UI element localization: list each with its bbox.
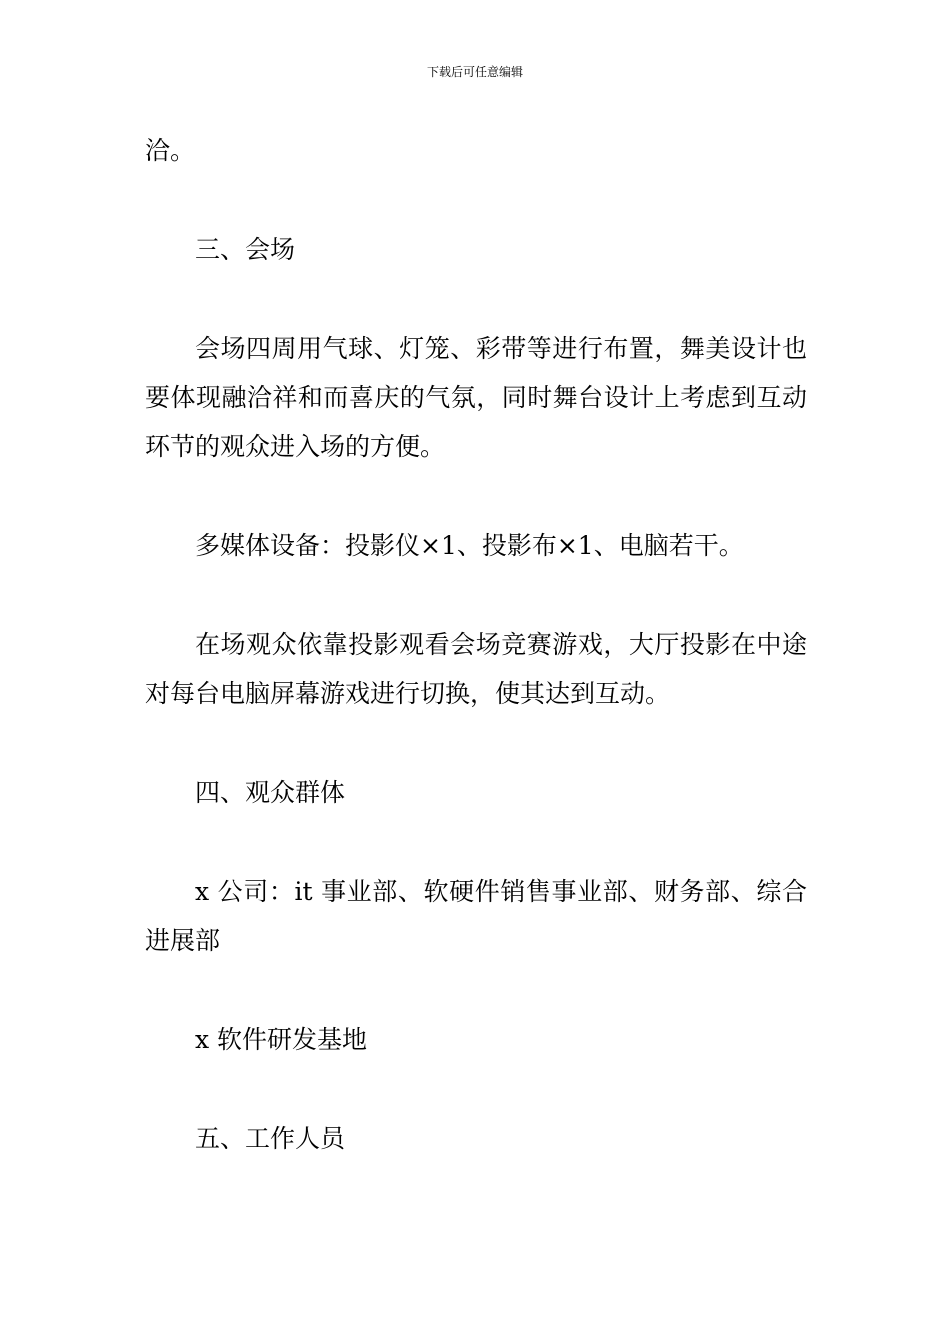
paragraph-multimedia-equipment: 多媒体设备：投影仪×1、投影布×1、电脑若干。 [195,531,744,560]
page-header: 下载后可任意编辑 [426,65,523,79]
paragraph-continuation: 洽。 [145,136,196,165]
paragraph-projection: 在场观众依靠投影观看会场竞赛游戏，大厅投影在中途对每台电脑屏幕游戏进行切换，使其达到互动。 [145,630,807,708]
section-heading-staff: 五、工作人员 [195,1124,346,1153]
paragraph-audience-company: x 公司：it 事业部、软硬件销售事业部、财务部、综合进展部 [145,877,807,955]
paragraph-audience-base: x 软件研发基地 [195,1025,368,1054]
paragraph-venue-decoration: 会场四周用气球、灯笼、彩带等进行布置，舞美设计也要体现融洽祥和而喜庆的气氛，同时舞台设计上考虑到互动环节的观众进入场的方便。 [145,334,807,461]
document-body [145,126,807,1163]
section-heading-venue: 三、会场 [195,235,296,264]
section-heading-audience: 四、观众群体 [195,778,346,807]
